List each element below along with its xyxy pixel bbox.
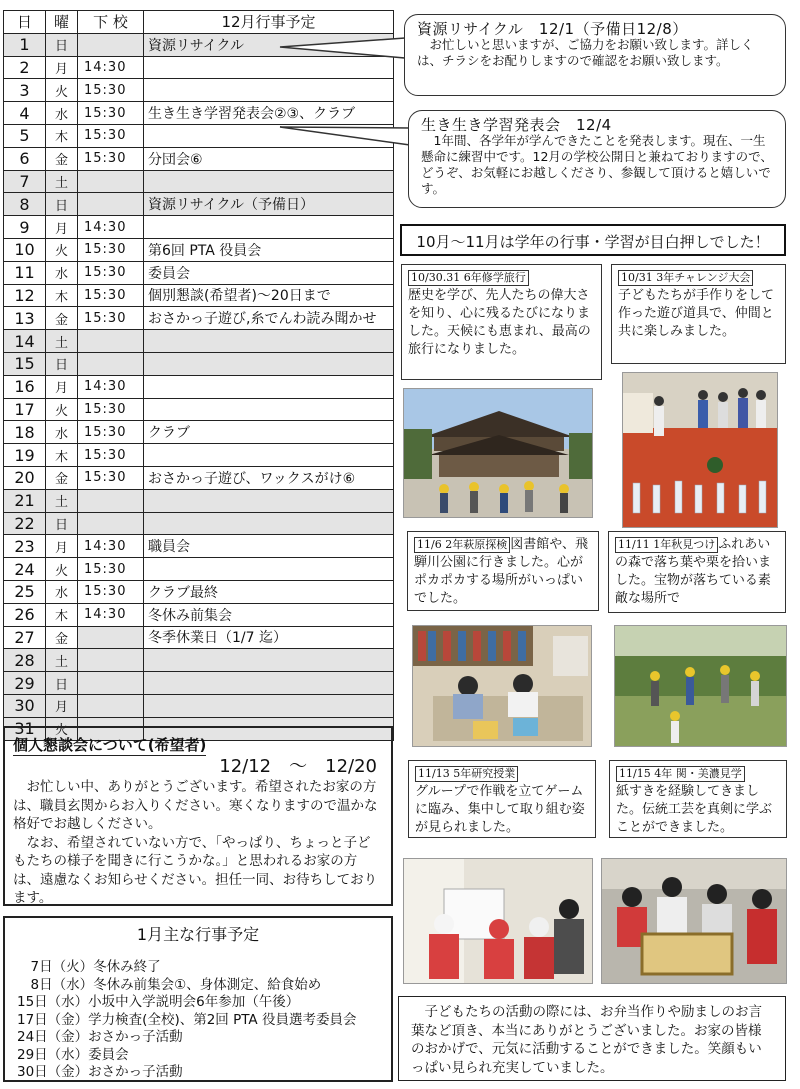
calendar-dismissal-time: 15:30 [78, 466, 144, 489]
calendar-day: 27 [4, 626, 46, 649]
calendar-day: 13 [4, 307, 46, 330]
calendar-weekday: 火 [46, 558, 78, 581]
calendar-weekday: 木 [46, 603, 78, 626]
report-text: 子どもたちが手作りをして作った遊び道具で、仲間と共に楽しみました。 [618, 288, 775, 339]
calendar-row [4, 672, 394, 695]
calendar-dismissal-time [78, 489, 144, 512]
calendar-day: 25 [4, 580, 46, 603]
calendar-day: 2 [4, 56, 46, 79]
calendar-day: 21 [4, 489, 46, 512]
calendar-dismissal-time: 15:30 [78, 398, 144, 421]
photo-classroom-game [403, 858, 593, 984]
calendar-row [4, 444, 394, 467]
calendar-row [4, 375, 394, 398]
calendar-event [144, 330, 394, 353]
january-event: 30日（金）おさかっ子活動 [17, 1064, 183, 1080]
calendar-dismissal-time [78, 193, 144, 216]
january-section [3, 916, 393, 1082]
calendar-event: 個別懇談(希望者)～20日まで [144, 284, 394, 307]
report-tag: 11/11 1年秋見つけ [615, 537, 718, 553]
calendar-row [4, 421, 394, 444]
calendar-day: 23 [4, 535, 46, 558]
calendar-dismissal-time: 14:30 [78, 535, 144, 558]
calendar-dismissal-time: 14:30 [78, 216, 144, 239]
calendar-row [4, 694, 394, 717]
report-tag: 11/13 5年研究授業 [415, 766, 518, 782]
calendar-dismissal-time [78, 672, 144, 695]
january-event: 17日（金）学力検査(全校)、第2回 PTA 役員選考委員会 [17, 1011, 357, 1028]
calendar-weekday: 日 [46, 672, 78, 695]
calendar-dismissal-time: 15:30 [78, 261, 144, 284]
calendar-weekday: 月 [46, 535, 78, 558]
calendar-weekday: 火 [46, 238, 78, 261]
calendar-day: 28 [4, 649, 46, 672]
calendar-row [4, 170, 394, 193]
calendar-day: 1 [4, 33, 46, 56]
calendar-weekday: 月 [46, 375, 78, 398]
calendar-weekday: 木 [46, 124, 78, 147]
calendar-weekday: 日 [46, 512, 78, 535]
photo-temple-trip [403, 388, 593, 518]
calendar-event [144, 352, 394, 375]
header-events: 12月行事予定 [144, 11, 394, 34]
january-title: 1月主な行事予定 [136, 925, 260, 944]
calendar-day: 9 [4, 216, 46, 239]
report-text: 図書館や、飛騨川公園に行きました。心がポカポカする場所がいっぱいでした。 [414, 537, 588, 606]
calendar-weekday: 水 [46, 421, 78, 444]
calendar-dismissal-time: 14:30 [78, 56, 144, 79]
calendar-event [144, 512, 394, 535]
calendar-event [144, 170, 394, 193]
calendar-row [4, 284, 394, 307]
calendar-event: クラブ最終 [144, 580, 394, 603]
calendar-day: 19 [4, 444, 46, 467]
calendar-dismissal-time: 15:30 [78, 284, 144, 307]
calendar-weekday: 土 [46, 330, 78, 353]
calendar-event: 第6回 PTA 役員会 [144, 238, 394, 261]
presentation-body: 1年間、各学年が学んできたことを発表します。現在、一生懸命に練習中です。12月の学校公開日と兼ねておりますので、どうぞ、お気軽にお越しくださり、参観して頂けると嬉しいです。 [421, 133, 773, 196]
meeting-paragraph-1: お忙しい中、ありがとうございます。希望されたお家の方は、職員玄関からお入りください。寒くなりますので温かな格好でお越しください。 [13, 779, 378, 832]
calendar-event: 生き生き学習発表会②③、クラブ [144, 102, 394, 125]
report-tag: 11/15 4年 関・美濃見学 [616, 766, 745, 782]
presentation-title: 生き生き学習発表会 12/4 [421, 116, 612, 134]
meeting-paragraph-2: なお、希望されていない方で、「やっぱり、ちょっと子どもたちの様子を聞きに行こうかな。」と思われるお家の方は、遠慮なくお知らせください。担任一同、お待ちしております。 [13, 834, 378, 906]
photo-forest [614, 625, 787, 747]
thanks-box [398, 996, 786, 1081]
january-event: 7日（火）冬休み終了 [17, 959, 161, 975]
calendar-weekday: 日 [46, 33, 78, 56]
calendar-dismissal-time [78, 33, 144, 56]
calendar-row [4, 558, 394, 581]
january-event: 15日（水）小坂中入学説明会6年参加（午後） [17, 994, 300, 1010]
report-4th-grade-visit [609, 760, 787, 838]
calendar-day: 29 [4, 672, 46, 695]
calendar-weekday: 木 [46, 444, 78, 467]
calendar-row [4, 261, 394, 284]
presentation-callout [408, 110, 786, 208]
calendar-event [144, 444, 394, 467]
calendar-weekday: 月 [46, 694, 78, 717]
recycle-callout [404, 14, 786, 96]
calendar-day: 22 [4, 512, 46, 535]
calendar-dismissal-time [78, 626, 144, 649]
report-1st-grade-autumn [608, 531, 786, 613]
calendar-row [4, 649, 394, 672]
calendar-weekday: 日 [46, 193, 78, 216]
calendar-row [4, 489, 394, 512]
header-dismissal: 下 校 [78, 11, 144, 34]
calendar-day: 20 [4, 466, 46, 489]
calendar-event: おさかっ子遊び,糸でんわ読み聞かせ [144, 307, 394, 330]
callout-pointers [260, 20, 420, 160]
report-text: 歴史を学び、先人たちの偉大さを知り、心に残るたびになりました。天候にも恵まれ、最高の旅行になりました。 [408, 288, 591, 357]
calendar-weekday: 月 [46, 216, 78, 239]
report-5th-grade-lesson [408, 760, 596, 838]
calendar-dismissal-time: 15:30 [78, 124, 144, 147]
calendar-weekday: 水 [46, 580, 78, 603]
header-day: 日 [4, 11, 46, 34]
calendar-day: 11 [4, 261, 46, 284]
photo-library [412, 625, 592, 747]
calendar-event: 分団会⑥ [144, 147, 394, 170]
calendar-weekday: 火 [46, 79, 78, 102]
calendar-day: 5 [4, 124, 46, 147]
meeting-title: 個人懇談会について(希望者) [13, 736, 207, 754]
calendar-weekday: 金 [46, 307, 78, 330]
recycle-body: お忙しいと思いますが、ご協力をお願い致します。詳しくは、チラシをお配りしますので確認をお願い致します。 [417, 37, 754, 68]
recycle-title: 資源リサイクル 12/1（予備日12/8） [417, 20, 688, 38]
calendar-day: 24 [4, 558, 46, 581]
calendar-dismissal-time: 14:30 [78, 603, 144, 626]
calendar-event [144, 694, 394, 717]
calendar-weekday: 金 [46, 626, 78, 649]
report-3rd-grade-challenge [611, 264, 786, 364]
calendar-day: 4 [4, 102, 46, 125]
calendar-row [4, 398, 394, 421]
calendar-day: 30 [4, 694, 46, 717]
calendar-dismissal-time: 15:30 [78, 307, 144, 330]
calendar-day: 12 [4, 284, 46, 307]
calendar-event: おさかっ子遊び、ワックスがけ⑥ [144, 466, 394, 489]
report-tag: 10/30.31 6年修学旅行 [408, 270, 529, 286]
calendar-event: 委員会 [144, 261, 394, 284]
calendar-dismissal-time: 15:30 [78, 558, 144, 581]
meeting-dates: 12/12 ～ 12/20 [219, 756, 377, 777]
calendar-dismissal-time: 15:30 [78, 444, 144, 467]
calendar-day: 15 [4, 352, 46, 375]
photo-gym-game [622, 372, 778, 528]
calendar-row [4, 512, 394, 535]
calendar-dismissal-time: 15:30 [78, 238, 144, 261]
calendar-event [144, 375, 394, 398]
calendar-event [144, 672, 394, 695]
report-tag: 10/31 3年チャレンジ大会 [618, 270, 753, 286]
calendar-dismissal-time [78, 352, 144, 375]
calendar-weekday: 土 [46, 489, 78, 512]
activities-banner: 10月～11月は学年の行事・学習が目白押しでした！ [400, 224, 786, 256]
calendar-weekday: 水 [46, 102, 78, 125]
calendar-day: 10 [4, 238, 46, 261]
calendar-event: クラブ [144, 421, 394, 444]
calendar-event: 冬季休業日（1/7 迄） [144, 626, 394, 649]
calendar-row [4, 580, 394, 603]
calendar-event [144, 216, 394, 239]
calendar-weekday: 火 [46, 717, 78, 740]
calendar-day: 6 [4, 147, 46, 170]
calendar-dismissal-time [78, 649, 144, 672]
january-event: 29日（水）委員会 [17, 1046, 129, 1063]
calendar-day: 17 [4, 398, 46, 421]
calendar-event [144, 398, 394, 421]
calendar-weekday: 金 [46, 147, 78, 170]
calendar-dismissal-time [78, 512, 144, 535]
calendar-dismissal-time: 14:30 [78, 375, 144, 398]
calendar-event: 資源リサイクル [144, 33, 394, 56]
january-event: 8日（水）冬休み前集会①、身体測定、給食始め [17, 976, 322, 993]
calendar-weekday: 金 [46, 466, 78, 489]
calendar-dismissal-time [78, 330, 144, 353]
calendar-weekday: 土 [46, 649, 78, 672]
report-text: ふれあいの森で落ち葉や栗を拾いました。宝物が落ちている素敵な場所で [615, 537, 772, 606]
calendar-day: 18 [4, 421, 46, 444]
calendar-dismissal-time: 15:30 [78, 421, 144, 444]
calendar-day: 14 [4, 330, 46, 353]
calendar-dismissal-time [78, 170, 144, 193]
january-event: 24日（金）おさかっ子活動 [17, 1029, 183, 1045]
calendar-weekday: 木 [46, 284, 78, 307]
calendar-day: 16 [4, 375, 46, 398]
calendar-weekday: 日 [46, 352, 78, 375]
calendar-dismissal-time [78, 694, 144, 717]
report-6th-grade-trip [401, 264, 602, 380]
calendar-row [4, 626, 394, 649]
report-text: グループで作戦を立てゲームに臨み、集中して取り組む姿が見られました。 [415, 784, 585, 835]
calendar-day: 31 [4, 717, 46, 740]
january-event-list [17, 959, 391, 1082]
calendar-dismissal-time: 15:30 [78, 79, 144, 102]
meeting-section [3, 726, 393, 906]
calendar-event: 冬休み前集会 [144, 603, 394, 626]
calendar-weekday: 水 [46, 261, 78, 284]
calendar-day: 8 [4, 193, 46, 216]
calendar-dismissal-time: 15:30 [78, 580, 144, 603]
calendar-event [144, 558, 394, 581]
calendar-event [144, 489, 394, 512]
calendar-day: 3 [4, 79, 46, 102]
calendar-row [4, 238, 394, 261]
calendar-weekday: 月 [46, 56, 78, 79]
calendar-day: 26 [4, 603, 46, 626]
calendar-event: 職員会 [144, 535, 394, 558]
header-weekday: 曜 [46, 11, 78, 34]
calendar-row [4, 330, 394, 353]
calendar-row [4, 603, 394, 626]
calendar-row [4, 307, 394, 330]
thanks-text: 子どもたちの活動の際には、お弁当作りや励ましのお言葉など頂き、本当にありがとうございました。お家の皆様のおかげで、元気に活動することができました。笑顔もいっぱい見られ充実していました。 [411, 1004, 762, 1076]
report-2nd-grade-explore [407, 531, 599, 611]
calendar-weekday: 火 [46, 398, 78, 421]
calendar-row [4, 193, 394, 216]
report-tag: 11/6 2年萩原探検 [414, 537, 510, 553]
calendar-row [4, 535, 394, 558]
calendar-day: 7 [4, 170, 46, 193]
calendar-row [4, 466, 394, 489]
calendar-row [4, 216, 394, 239]
calendar-dismissal-time: 15:30 [78, 102, 144, 125]
photo-papermaking [601, 858, 787, 984]
report-text: 紙すきを経験してきました。伝統工芸を真剣に学ぶことができました。 [616, 784, 773, 835]
calendar-weekday: 土 [46, 170, 78, 193]
calendar-event [144, 649, 394, 672]
calendar-event: 資源リサイクル（予備日） [144, 193, 394, 216]
calendar-dismissal-time: 15:30 [78, 147, 144, 170]
calendar-row [4, 352, 394, 375]
